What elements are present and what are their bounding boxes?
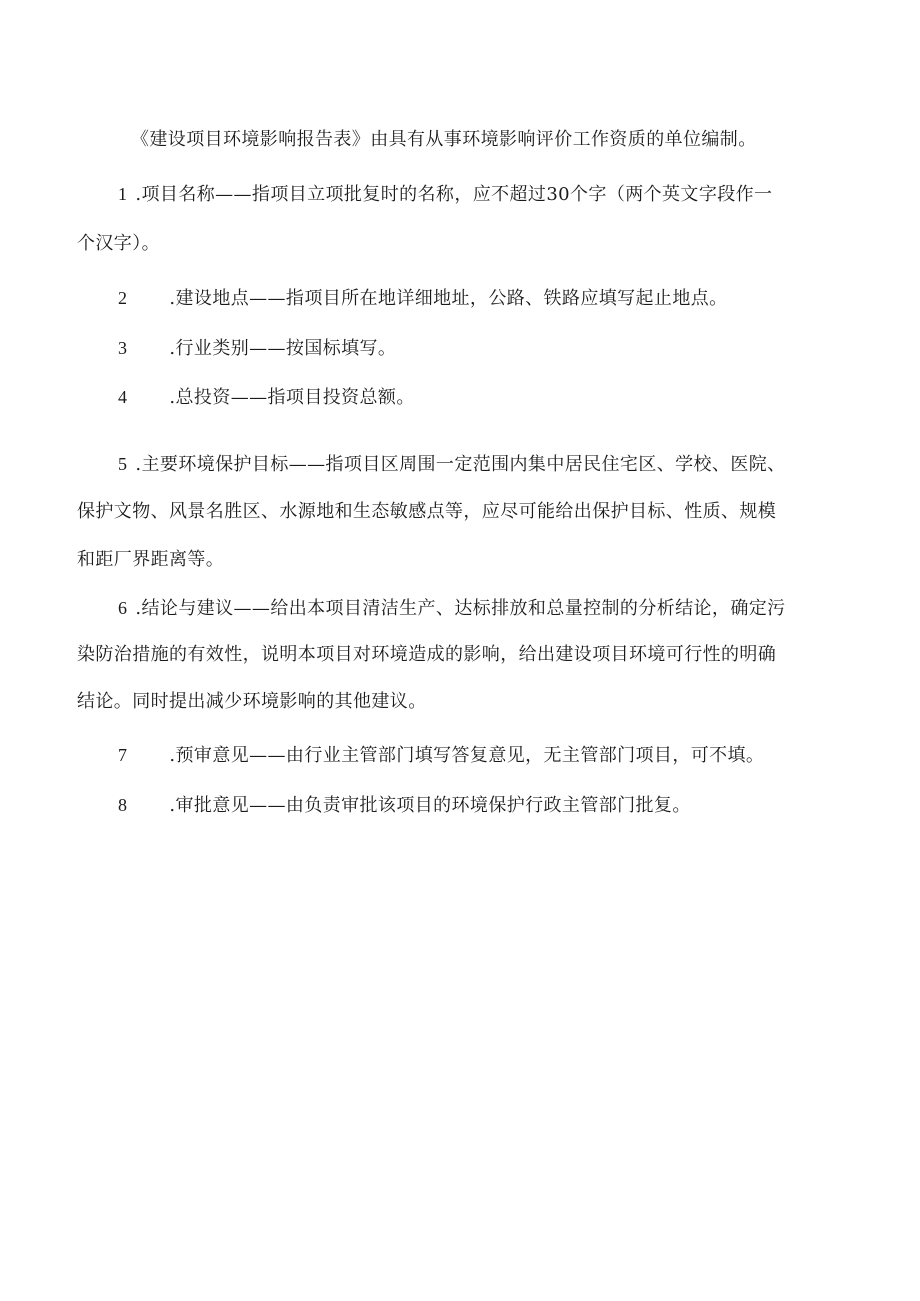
item-6-text: .结论与建议——给出本项目清洁生产、达标排放和总量控制的分析结论，确定污 xyxy=(135,598,786,619)
item-6-line-1 xyxy=(118,596,786,621)
item-6-number: 6 xyxy=(118,598,128,618)
item-4-text: .总投资——指项目投资总额。 xyxy=(169,387,415,408)
item-5-number: 5 xyxy=(118,454,128,474)
item-5-line-1 xyxy=(118,452,786,477)
item-1-text-cont: 个汉字）。 xyxy=(77,233,160,254)
item-2-number: 2 xyxy=(118,288,128,308)
item-8-number: 8 xyxy=(118,795,128,815)
item-5-line-2 xyxy=(77,500,776,524)
item-3-text: .行业类别——按国标填写。 xyxy=(169,338,397,359)
item-8-text: .审批意见——由负责审批该项目的环境保护行政主管部门批复。 xyxy=(169,795,691,816)
item-8-line-1 xyxy=(118,793,691,818)
item-6-text-cont-1: 染防治措施的有效性，说明本项目对环境造成的影响，给出建设项目环境可行性的明确 xyxy=(77,644,777,665)
item-7-line-1 xyxy=(118,743,764,768)
item-7-text: .预审意见——由行业主管部门填写答复意见，无主管部门项目，可不填。 xyxy=(169,745,765,766)
intro-text: 《建设项目环境影响报告表》由具有从事环境影响评价工作资质的单位编制。 xyxy=(131,129,757,150)
item-3-line-1 xyxy=(118,336,396,361)
item-6-text-cont-2: 结论。同时提出减少环境影响的其他建议。 xyxy=(77,691,427,712)
item-5-text-cont-1: 保护文物、风景名胜区、水源地和生态敏感点等，应尽可能给出保护目标、性质、规模 xyxy=(77,501,777,522)
item-1-number: 1 xyxy=(118,184,128,204)
item-7-number: 7 xyxy=(118,745,128,765)
item-5-line-3 xyxy=(77,548,224,572)
item-3-number: 3 xyxy=(118,338,128,358)
item-1-line-1 xyxy=(118,182,772,207)
item-4-number: 4 xyxy=(118,387,128,407)
item-1-line-2 xyxy=(77,232,160,256)
item-5-text-cont-2: 和距厂界距离等。 xyxy=(77,549,225,570)
item-5-text: .主要环境保护目标——指项目区周围一定范围内集中居民住宅区、学校、医院、 xyxy=(135,454,786,475)
item-1-text: .项目名称——指项目立项批复时的名称，应不超过30个字（两个英文字段作一 xyxy=(135,184,773,205)
intro-paragraph xyxy=(131,128,757,152)
item-6-line-3 xyxy=(77,690,427,714)
item-2-line-1 xyxy=(118,286,728,311)
item-6-line-2 xyxy=(77,643,776,667)
item-2-text: .建设地点——指项目所在地详细地址，公路、铁路应填写起止地点。 xyxy=(169,288,728,309)
item-4-line-1 xyxy=(118,385,415,410)
